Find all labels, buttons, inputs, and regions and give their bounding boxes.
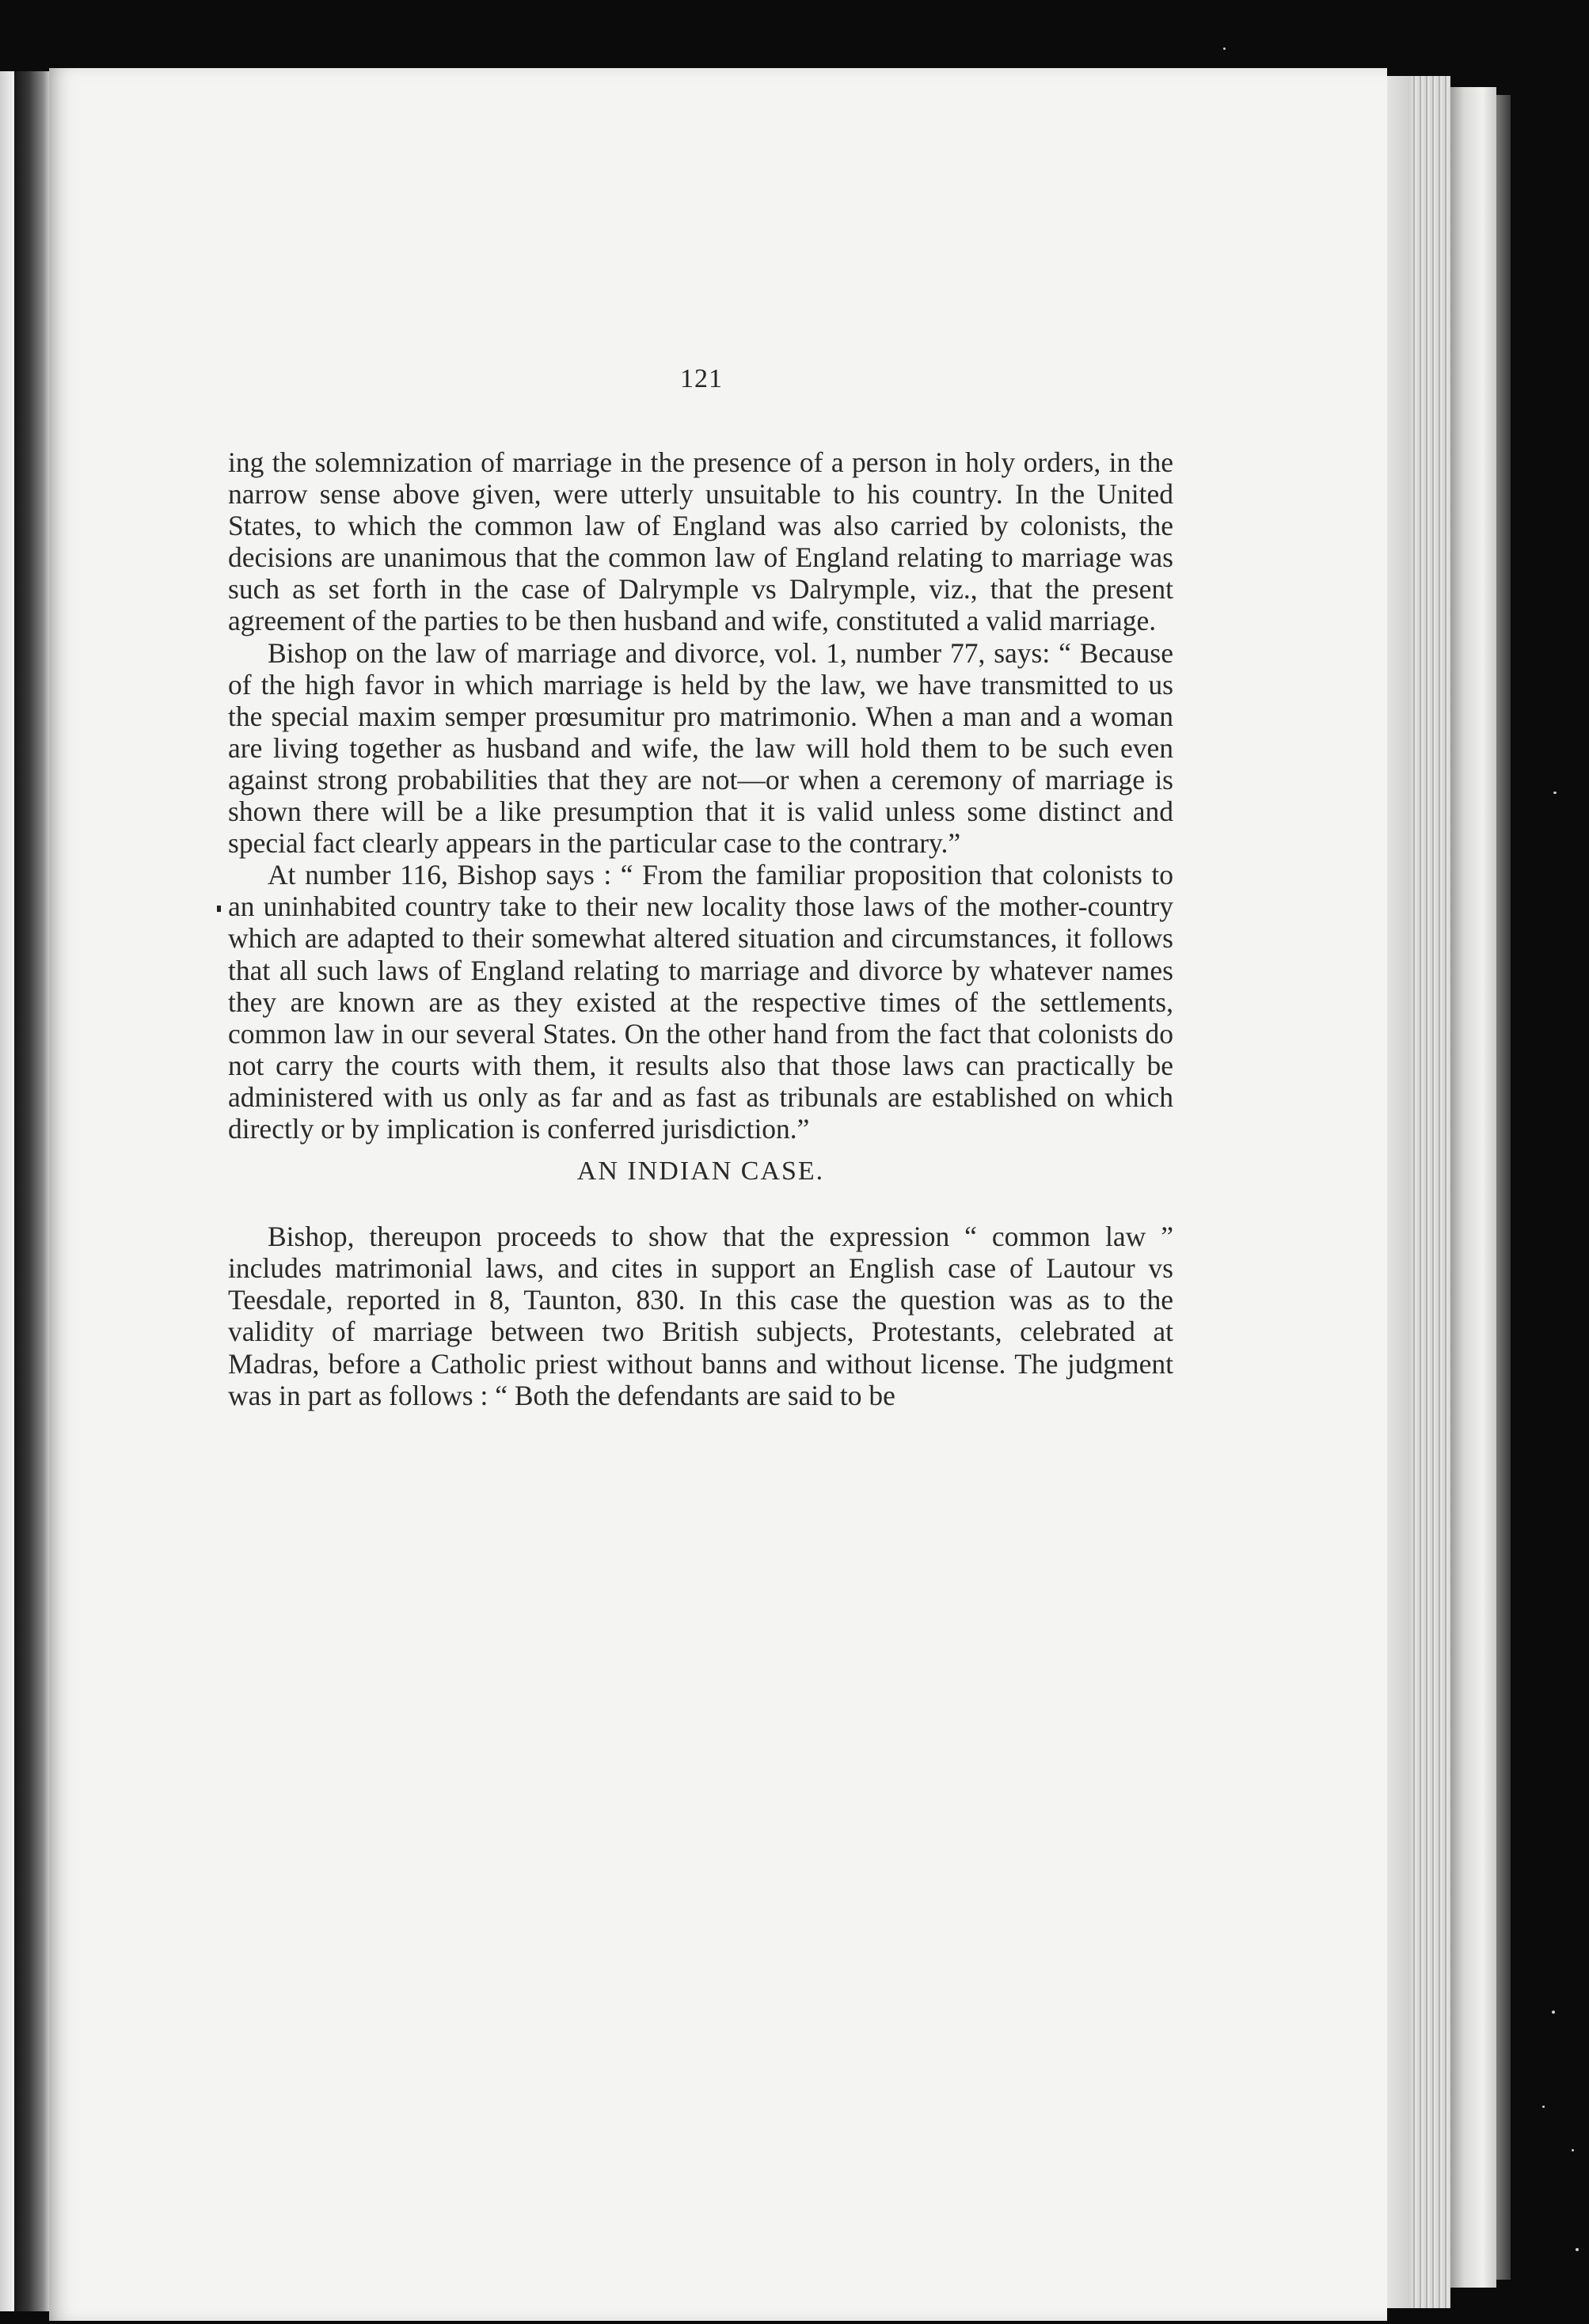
- paragraph: Bishop, thereupon proceeds to show that the expression “ common law ” includes matrimonial laws, and cites in support an English case of Lautour vs Teesdale, reported in 8, Taunton, 830. In this case the question was as to the validity of marriage between two British subjects, Protestants, celebrated at Madras, before a Catholic priest without banns and without license. The judgment was in part as follows : “ Both the defendants are said to be: [228, 1221, 1173, 1411]
- page-edge-stack: [1411, 76, 1450, 2308]
- binding-shadow: [14, 71, 51, 2311]
- scan-speck: [1576, 2248, 1579, 2251]
- paragraph: Bishop on the law of marriage and divorce, vol. 1, number 77, says: “ Because of the high favor in which marriage is held by the law, we have transmitted to us the special maxim semper prœsumitur pro matrimonio. When a man and a woman are living together as husband and wife, the law will hold them to be such even against strong probabilities that they are not—or when a ceremony of marriage is shown there will be a like presumption that it is valid unless some distinct and special fact clearly appears in the particular case to the contrary.”: [228, 636, 1173, 860]
- page-edge-stack: [1496, 95, 1511, 2280]
- scan-speck: [1572, 2149, 1574, 2151]
- paragraph: At number 116, Bishop says : “ From the familiar proposition that colonists to an uninhabited country take to their new locality those laws of the mother-country which are adapted to their somewhat altered situation and circumstances, it follows that all such laws of England relating to marriage and divorce by whatever names they are known are as they existed at the respective times of the settlements, common law in our several States. On the other hand from the fact that colonists do not carry the courts with them, it results also that those laws can practically be administered with us only as far and as fast as tribunals are established on which directly or by implication is conferred jurisdiction.”: [228, 859, 1173, 1145]
- page-number: 121: [680, 364, 723, 393]
- paragraph: ing the solemnization of marriage in the presence of a person in holy orders, in the narrow sense above given, were utterly unsuitable to his country. In the United States, to which the common law of England was also carried by colonists, the decisions are unanimous that the common law of England relating to marriage was such as set forth in the case of Dalrymple vs Dalrymple, viz., that the present agreement of the parties to be then husband and wife, constituted a valid marriage.: [228, 446, 1173, 637]
- scan-speck: [1552, 2011, 1555, 2014]
- book-page: [49, 68, 1387, 2321]
- scan-speck: [1553, 792, 1557, 794]
- page-body: [228, 446, 1173, 1411]
- page-edge-stack: [1450, 87, 1496, 2288]
- margin-mark: [217, 906, 221, 912]
- previous-page-edge: [0, 71, 14, 2311]
- scan-speck: [1542, 2106, 1545, 2108]
- section-heading: AN INDIAN CASE.: [576, 1156, 825, 1187]
- scan-speck: [1223, 47, 1226, 50]
